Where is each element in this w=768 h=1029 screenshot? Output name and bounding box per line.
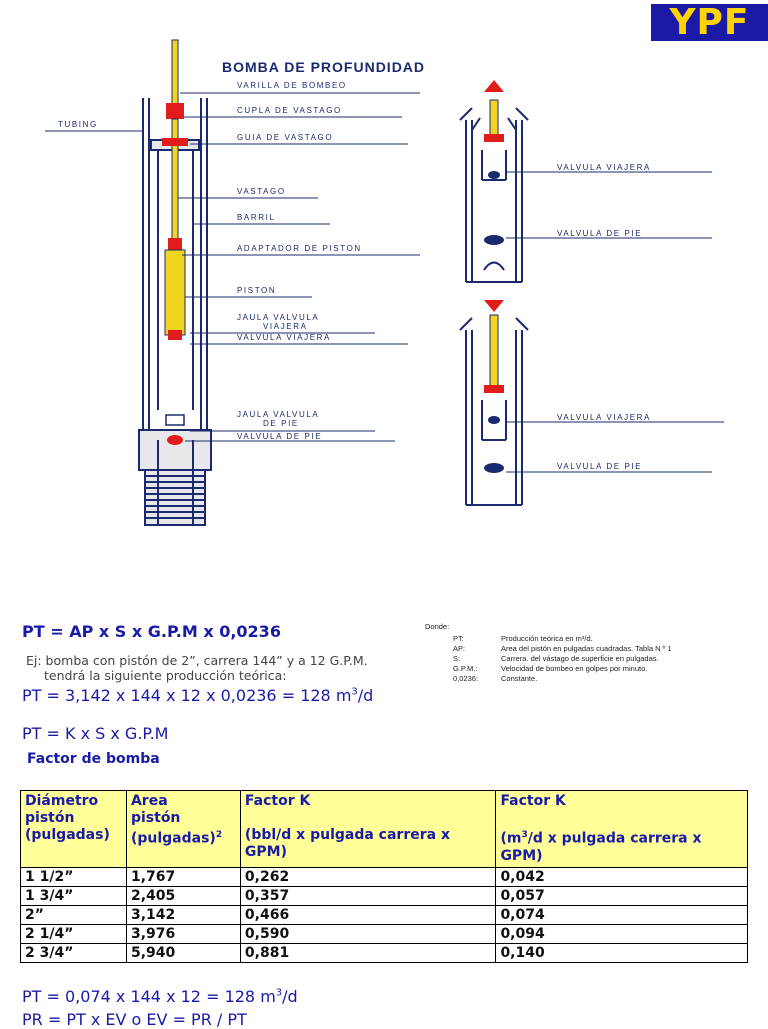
legend-value: Velocidad de bombeo en golpes por minuto. xyxy=(501,664,648,673)
example-line-2: tendrá la siguiente producción teórica: xyxy=(44,668,287,683)
label-barril: BARRIL xyxy=(237,213,276,222)
factor-table xyxy=(20,790,748,963)
table-cell: 2” xyxy=(21,905,127,924)
label-bottom-viajera: VALVULA VIAJERA xyxy=(557,413,651,422)
formula-main: PT = AP x S x G.P.M x 0,0236 xyxy=(22,622,281,641)
legend-value: Carrera. del vástago de superficie en pulgadas. xyxy=(501,654,659,663)
table-header xyxy=(21,791,748,868)
table-cell: 0,042 xyxy=(496,867,748,886)
table-cell: 0,140 xyxy=(496,943,748,962)
legend-value: Producción teórica en m³/d. xyxy=(501,634,593,643)
table-cell: 2 3/4” xyxy=(21,943,127,962)
factor-title: Factor de bomba xyxy=(27,751,160,767)
label-jaula-viajera-2: VIAJERA xyxy=(263,322,308,331)
example-result: PT = 3,142 x 144 x 12 x 0,0236 = 128 $m^3/d$ xyxy=(22,686,374,705)
header-factor-k-m3: Factor K ($m^3/d$ x pulgada carrera x GPM) xyxy=(496,791,748,868)
label-jaula-viajera-1: JAULA VALVULA xyxy=(237,313,320,322)
table-cell: 0,881 xyxy=(240,943,496,962)
table-row xyxy=(21,905,748,924)
table-cell: 2 1/4” xyxy=(21,924,127,943)
table-row xyxy=(21,924,748,943)
label-tubing: TUBING xyxy=(58,120,98,129)
formula-second: PT = K x S x G.P.M xyxy=(22,724,169,743)
bottom-formula-2: PR = PT x EV o EV = PR / PT xyxy=(22,1010,247,1029)
label-jaula-pie-1: JAULA VALVULA xyxy=(237,410,320,419)
label-varilla: VARILLA DE BOMBEO xyxy=(237,81,347,90)
label-jaula-pie-2: DE PIE xyxy=(263,419,299,428)
table-row xyxy=(21,867,748,886)
example-line-1: Ej: bomba con pistón de 2”, carrera 144” y a 12 G.P.M. xyxy=(26,653,368,668)
table-cell: 3,976 xyxy=(126,924,240,943)
ypf-logo: YPF xyxy=(651,4,768,41)
label-adaptador: ADAPTADOR DE PISTON xyxy=(237,244,362,253)
legend-value: Constante. xyxy=(501,674,538,683)
table-cell: 0,094 xyxy=(496,924,748,943)
table-cell: 0,262 xyxy=(240,867,496,886)
label-piston: PISTON xyxy=(237,286,277,295)
legend-key: S: xyxy=(453,654,461,663)
label-vastago: VASTAGO xyxy=(237,187,286,196)
table-cell: 0,074 xyxy=(496,905,748,924)
label-cupla: CUPLA DE VASTAGO xyxy=(237,106,342,115)
legend-key: AP: xyxy=(453,644,466,653)
table-cell: 2,405 xyxy=(126,886,240,905)
diagram-title: BOMBA DE PROFUNDIDAD xyxy=(222,59,426,75)
table-cell: 0,357 xyxy=(240,886,496,905)
label-valvula-pie: VALVULA DE PIE xyxy=(237,432,323,441)
label-top-viajera: VALVULA VIAJERA xyxy=(557,163,651,172)
table-row xyxy=(21,943,748,962)
legend-heading: Donde: xyxy=(425,622,450,631)
table-cell: 1 3/4” xyxy=(21,886,127,905)
table-cell: 0,590 xyxy=(240,924,496,943)
label-bottom-pie: VALVULA DE PIE xyxy=(557,462,643,471)
table-cell: 0,466 xyxy=(240,905,496,924)
table-cell: 1,767 xyxy=(126,867,240,886)
legend-key: G.P.M.: xyxy=(453,664,478,673)
label-guia: GUIA DE VASTAGO xyxy=(237,133,334,142)
table-cell: 5,940 xyxy=(126,943,240,962)
label-top-pie: VALVULA DE PIE xyxy=(557,229,643,238)
table-cell: 1 1/2” xyxy=(21,867,127,886)
legend-value: Area del pistón en pulgadas cuadradas. Tabla N º 1 xyxy=(501,644,672,653)
legend-key: PT: xyxy=(453,634,464,643)
header-factor-k-bbl: Factor K (bbl/d x pulgada carrera x GPM) xyxy=(240,791,496,868)
rod xyxy=(172,40,178,105)
header-area: Area pistón (pulgadas)$^2$ xyxy=(126,791,240,868)
bottom-formula-1: PT = 0,074 x 144 x 12 = 128 $m^3/d$ xyxy=(22,987,298,1006)
header-diametro: Diámetro pistón (pulgadas) xyxy=(21,791,127,868)
table-row xyxy=(21,886,748,905)
legend-key: 0,0236: xyxy=(453,674,479,683)
label-valvula-viajera: VALVULA VIAJERA xyxy=(237,333,331,342)
piston xyxy=(165,250,185,335)
table-cell: 0,057 xyxy=(496,886,748,905)
legend xyxy=(425,622,725,692)
table-cell: 3,142 xyxy=(126,905,240,924)
